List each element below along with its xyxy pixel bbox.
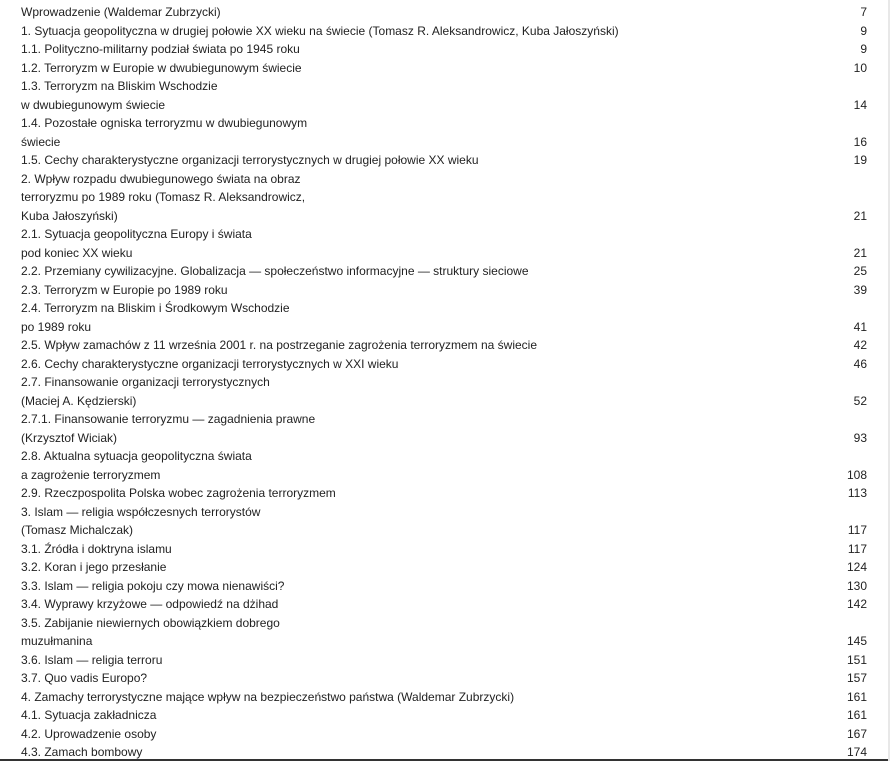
toc-row — [0, 540, 888, 559]
toc-row — [0, 114, 888, 133]
toc-row — [0, 22, 888, 41]
toc-entry-page — [787, 447, 888, 466]
toc-entry-title: a zagrożenie terroryzmem — [21, 467, 161, 482]
toc-entry-page: 16 — [853, 134, 867, 149]
toc-entry-page: 157 — [846, 671, 867, 685]
toc-row — [0, 429, 888, 448]
toc-entry-page — [787, 170, 888, 189]
toc-row — [0, 669, 888, 688]
toc-row — [0, 281, 888, 300]
toc-row — [0, 59, 888, 78]
toc-entry-page: 108 — [846, 467, 867, 482]
toc-row — [0, 77, 888, 96]
toc-row — [0, 170, 888, 189]
toc-row — [0, 133, 888, 152]
toc-entry-title: 4.1. Sytuacja zakładnicza — [21, 708, 157, 722]
toc-entry-title: 2.1. Sytuacja geopolityczna Europy i świata — [21, 227, 252, 241]
toc-entry-title: 2.7. Finansowanie organizacji terrorystycznych — [21, 375, 270, 389]
toc-entry-title: 2.6. Cechy charakterystyczne organizacji terrorystycznych w XXI wieku — [21, 356, 399, 371]
toc-entry-page: 142 — [846, 597, 867, 611]
toc-entry-page: 21 — [853, 208, 867, 223]
toc-row — [0, 632, 888, 651]
toc-row — [0, 706, 888, 725]
toc-entry-page — [787, 114, 888, 133]
toc-entry-title: 3.1. Źródła i doktryna islamu — [21, 541, 172, 556]
toc-row — [0, 188, 888, 207]
toc-entry-page: 130 — [846, 578, 867, 593]
toc-row — [0, 725, 888, 744]
toc-entry-page: 93 — [853, 430, 867, 445]
toc-entry-title: 2.9. Rzeczpospolita Polska wobec zagrożenia terroryzmem — [21, 486, 336, 500]
toc-entry-page — [787, 614, 888, 633]
toc-entry-title: (Krzysztof Wiciak) — [21, 430, 117, 445]
toc-entry-page: 19 — [853, 153, 867, 167]
toc-entry-title: 3.6. Islam — religia terroru — [21, 652, 163, 667]
toc-entry-title: w dwubiegunowym świecie — [21, 97, 166, 112]
toc-entry-page: 161 — [846, 708, 867, 722]
toc-entry-title: 3.3. Islam — religia pokoju czy mowa nienawiści? — [21, 578, 285, 593]
toc-row — [0, 373, 888, 392]
toc-row — [0, 3, 888, 22]
toc-entry-page: 151 — [846, 652, 867, 667]
toc-entry-page: 167 — [846, 726, 867, 741]
toc-entry-title: terroryzmu po 1989 roku (Tomasz R. Aleksandrowicz, — [21, 190, 306, 204]
toc-row — [0, 318, 888, 337]
toc-entry-page: 124 — [846, 560, 867, 574]
toc-entry-page: 39 — [853, 282, 867, 297]
toc-entry-page: 174 — [846, 745, 867, 759]
toc-entry-page: 46 — [853, 356, 867, 371]
toc-entry-title: Wprowadzenie (Waldemar Zubrzycki) — [21, 5, 221, 19]
toc-entry-title: 4. Zamachy terrorystyczne mające wpływ na bezpieczeństwo państwa (Waldemar Zubrzycki) — [21, 689, 515, 704]
toc-row — [0, 447, 888, 466]
toc-row — [0, 410, 888, 429]
toc-entry-page: 9 — [860, 23, 867, 38]
toc-entry-title: 1.2. Terroryzm w Europie w dwubiegunowym świecie — [21, 60, 302, 75]
toc-entry-page: 7 — [860, 5, 867, 19]
toc-row — [0, 688, 888, 707]
toc-row — [0, 484, 888, 503]
toc-row — [0, 207, 888, 226]
toc-row — [0, 651, 888, 670]
toc-row — [0, 40, 888, 59]
toc-row — [0, 336, 888, 355]
toc-entry-page — [787, 410, 888, 429]
toc-entry-page — [787, 299, 888, 318]
toc-row — [0, 299, 888, 318]
toc-entry-page: 41 — [853, 319, 867, 334]
toc-entry-title: 2.2. Przemiany cywilizacyjne. Globalizacja — społeczeństwo informacyjne — struktury sieciowe — [21, 264, 529, 278]
toc-entry-title: 4.3. Zamach bombowy — [21, 745, 143, 759]
toc-entry-title: 3.4. Wyprawy krzyżowe — odpowiedź na dżihad — [21, 597, 279, 611]
toc-entry-title: 2.5. Wpływ zamachów z 11 września 2001 r. na postrzeganie zagrożenia terroryzmem na świecie — [21, 338, 538, 352]
toc-entry-title: 1.3. Terroryzm na Bliskim Wschodzie — [21, 79, 218, 93]
toc-entry-page: 25 — [853, 264, 867, 278]
toc-entry-title: 1. Sytuacja geopolityczna w drugiej połowie XX wieku na świecie (Tomasz R. Aleksandrowicz, Kuba Jałoszyński) — [21, 23, 619, 38]
toc-entry-title: 1.1. Polityczno-militarny podział świata po 1945 roku — [21, 42, 300, 56]
toc-entry-page: 14 — [853, 97, 867, 112]
toc-row — [0, 244, 888, 263]
toc-entry-page: 113 — [847, 486, 867, 500]
toc-entry-title: (Tomasz Michalczak) — [21, 523, 134, 537]
toc-entry-title: 2. Wpływ rozpadu dwubiegunowego świata na obraz — [21, 171, 301, 186]
toc-entry-title: 3. Islam — religia współczesnych terrorystów — [21, 504, 261, 519]
toc-row — [0, 558, 888, 577]
toc-entry-page: 117 — [847, 541, 867, 556]
toc-row — [0, 614, 888, 633]
toc-entry-title: 2.8. Aktualna sytuacja geopolityczna świata — [21, 449, 252, 463]
toc-entry-page: 117 — [847, 523, 867, 537]
table-of-contents — [0, 3, 888, 762]
toc-entry-title: Kuba Jałoszyński) — [21, 208, 118, 223]
toc-entry-page: 42 — [853, 338, 867, 352]
toc-entry-title: 2.4. Terroryzm na Bliskim i Środkowym Wschodzie — [21, 301, 290, 315]
toc-entry-title: pod koniec XX wieku — [21, 245, 133, 260]
toc-row — [0, 262, 888, 281]
toc-entry-page — [787, 77, 888, 96]
toc-row — [0, 595, 888, 614]
toc-row — [0, 151, 888, 170]
toc-entry-title: 3.5. Zabijanie niewiernych obowiązkiem dobrego — [21, 615, 280, 630]
toc-entry-title: po 1989 roku — [21, 319, 92, 334]
toc-body — [0, 3, 888, 762]
toc-row — [0, 225, 888, 244]
toc-entry-page — [787, 373, 888, 392]
toc-row — [0, 355, 888, 374]
toc-entry-page — [787, 503, 888, 522]
toc-entry-page — [787, 225, 888, 244]
toc-entry-title: 2.3. Terroryzm w Europie po 1989 roku — [21, 282, 228, 297]
toc-entry-title: 4.2. Uprowadzenie osoby — [21, 726, 157, 741]
toc-entry-title: 1.5. Cechy charakterystyczne organizacji terrorystycznych w drugiej połowie XX wieku — [21, 153, 479, 167]
toc-entry-page: 9 — [860, 42, 867, 56]
toc-entry-page: 10 — [853, 60, 867, 75]
toc-entry-page: 21 — [853, 245, 867, 260]
toc-entry-title: muzułmanina — [21, 634, 93, 648]
toc-entry-title: 1.4. Pozostałe ogniska terroryzmu w dwubiegunowym — [21, 116, 308, 130]
toc-entry-page: 145 — [846, 634, 867, 648]
toc-entry-page — [787, 188, 888, 207]
toc-entry-title: 2.7.1. Finansowanie terroryzmu — zagadnienia prawne — [21, 412, 316, 426]
toc-row — [0, 577, 888, 596]
toc-entry-page: 52 — [853, 393, 867, 408]
toc-row — [0, 521, 888, 540]
toc-row — [0, 466, 888, 485]
toc-row — [0, 96, 888, 115]
toc-row — [0, 503, 888, 522]
toc-entry-title: 3.2. Koran i jego przesłanie — [21, 560, 167, 574]
toc-entry-title: 3.7. Quo vadis Europo? — [21, 671, 148, 685]
toc-entry-title: (Maciej A. Kędzierski) — [21, 393, 137, 408]
toc-entry-page: 161 — [846, 689, 867, 704]
toc-entry-title: świecie — [21, 134, 61, 149]
toc-row — [0, 392, 888, 411]
